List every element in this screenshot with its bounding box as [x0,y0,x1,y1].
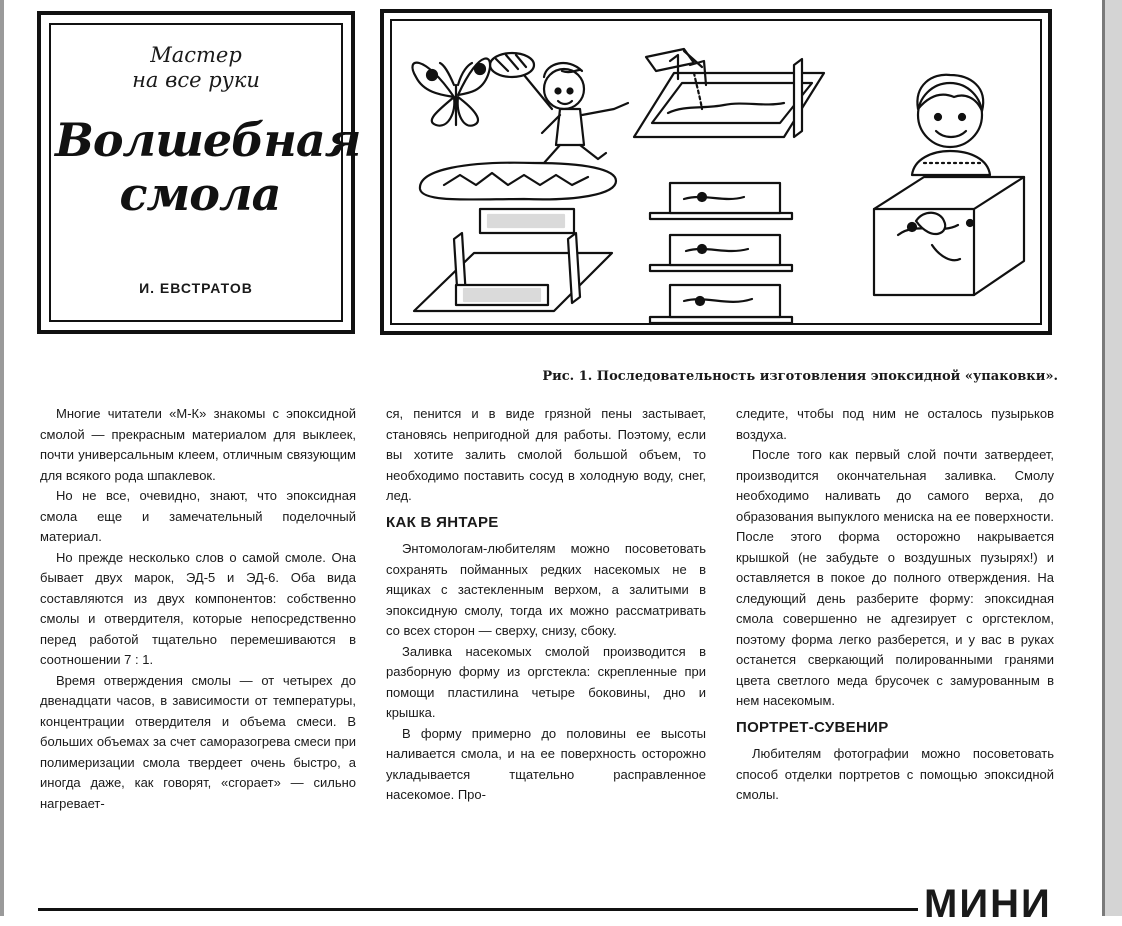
paragraph: Многие читатели «М-К» знакомы с эпоксидной смолой — прекрасным материалом для выклеек, почти универсальным клеем, отличным связующим для всякого рода шпаклевок. [40,406,356,483]
mold-stages-illustration [650,183,792,323]
scan-edge-left [0,0,4,916]
article-title [55,113,361,221]
paragraph: Но прежде несколько слов о самой смоле. Она бывает двух марок, ЭД-5 и ЭД-6. Оба вида составляются из двух компонентов: собственно смолы и отвердителя, которые непосредственно перед работой тщательно перемешиваются в соотношении 7 : 1. [40,549,356,667]
rubric-kicker [41,43,351,93]
paragraph: В форму примерно до половины ее высоты наливается смола, и на ее поверхность осторожно укладывается тщательно расправленное насекомое. Про- [386,725,706,802]
rubric-line-2: на все руки [132,68,260,92]
mold-parts-illustration [414,209,612,311]
paragraph: Энтомологам-любителям можно посоветовать сохранять пойманных редких насекомых не в ящиках с застекленным верхом, а залитыми в эпоксидную смолу, тогда их можно рассматривать со всех сторон — сверху, снизу, сбоку. [386,541,706,638]
illustration-frame [380,9,1052,335]
illustration-drawing [384,13,1048,331]
paragraph: Любителям фотографии можно посоветовать способ отделки портретов с помощью эпоксидной смолы. [736,746,1054,802]
figure-caption: Рис. 1. Последовательность изготовления эпоксидной «упаковки». [542,369,1058,384]
text-column-3 [736,404,1054,806]
author-byline: И. ЕВСТРАТОВ [139,280,253,296]
boy-with-net-illustration [490,53,628,163]
paragraph: Заливка насекомых смолой производится в разборную форму из оргстекла: скрепленные при помощи пластилина четыре боковины, дно и крышка. [386,643,706,720]
next-heading-fragment: МИНИ [924,882,1052,926]
section-heading: ПОРТРЕТ-СУВЕНИР [736,718,889,736]
rubric-line-1: Мастер [150,43,242,67]
paragraph: Время отверждения смолы — от четырех до двенадцати часов, в зависимости от температуры, концентрации отвердителя и объема смеси. В больших объемах за счет саморазогрева смеси при полимеризации смола твердеет очень быстро, а иногда даже, как говорят, «сгорает» — сильно нагревает- [40,672,356,811]
scan-edge-right [1102,0,1122,916]
bottom-rule [38,908,918,911]
paragraph: После того как первый слой почти затвердеет, производится окончательная заливка. Смолу необходимо наливать до самого верха, до образования выпуклого мениска на ее поверхности. После этого форма осторожно накрывается крышкой (не забудьте о воздушных пузырях!) и оставляется в покое до полного отверждения. На следующий день разберите форму: эпоксидная смола совершенно не адгезирует с оргстеклом, поэтому форма легко разберется, и у вас в руках останется сверкающий полированными гранями цвета светлого меда брусочек с замурованным в нем насекомым. [736,447,1054,708]
title-box [37,11,361,334]
continued-paragraph: ся, пенится и в виде грязной пены застывает, становясь непригодной для работы. Поэтому, если вы хотите залить смолой большой объем, то необходимо поставить сосуд в холодную воду, снег, лед. [386,406,706,503]
text-column-1 [40,404,356,814]
section-heading: КАК В ЯНТАРЕ [386,513,499,531]
text-column-2 [386,404,706,806]
pouring-resin-illustration [634,49,824,137]
butterfly-illustration [412,58,490,125]
boy-with-block-illustration [874,75,1024,295]
article-title-line-2: смола [119,167,281,221]
paragraph: Но не все, очевидно, знают, что эпоксидная смола еще и замечательный поделочный материал. [40,488,356,544]
continued-paragraph: следите, чтобы под ним не осталось пузырьков воздуха. [736,406,1054,442]
article-title-line-1: Волшебная [55,113,361,167]
